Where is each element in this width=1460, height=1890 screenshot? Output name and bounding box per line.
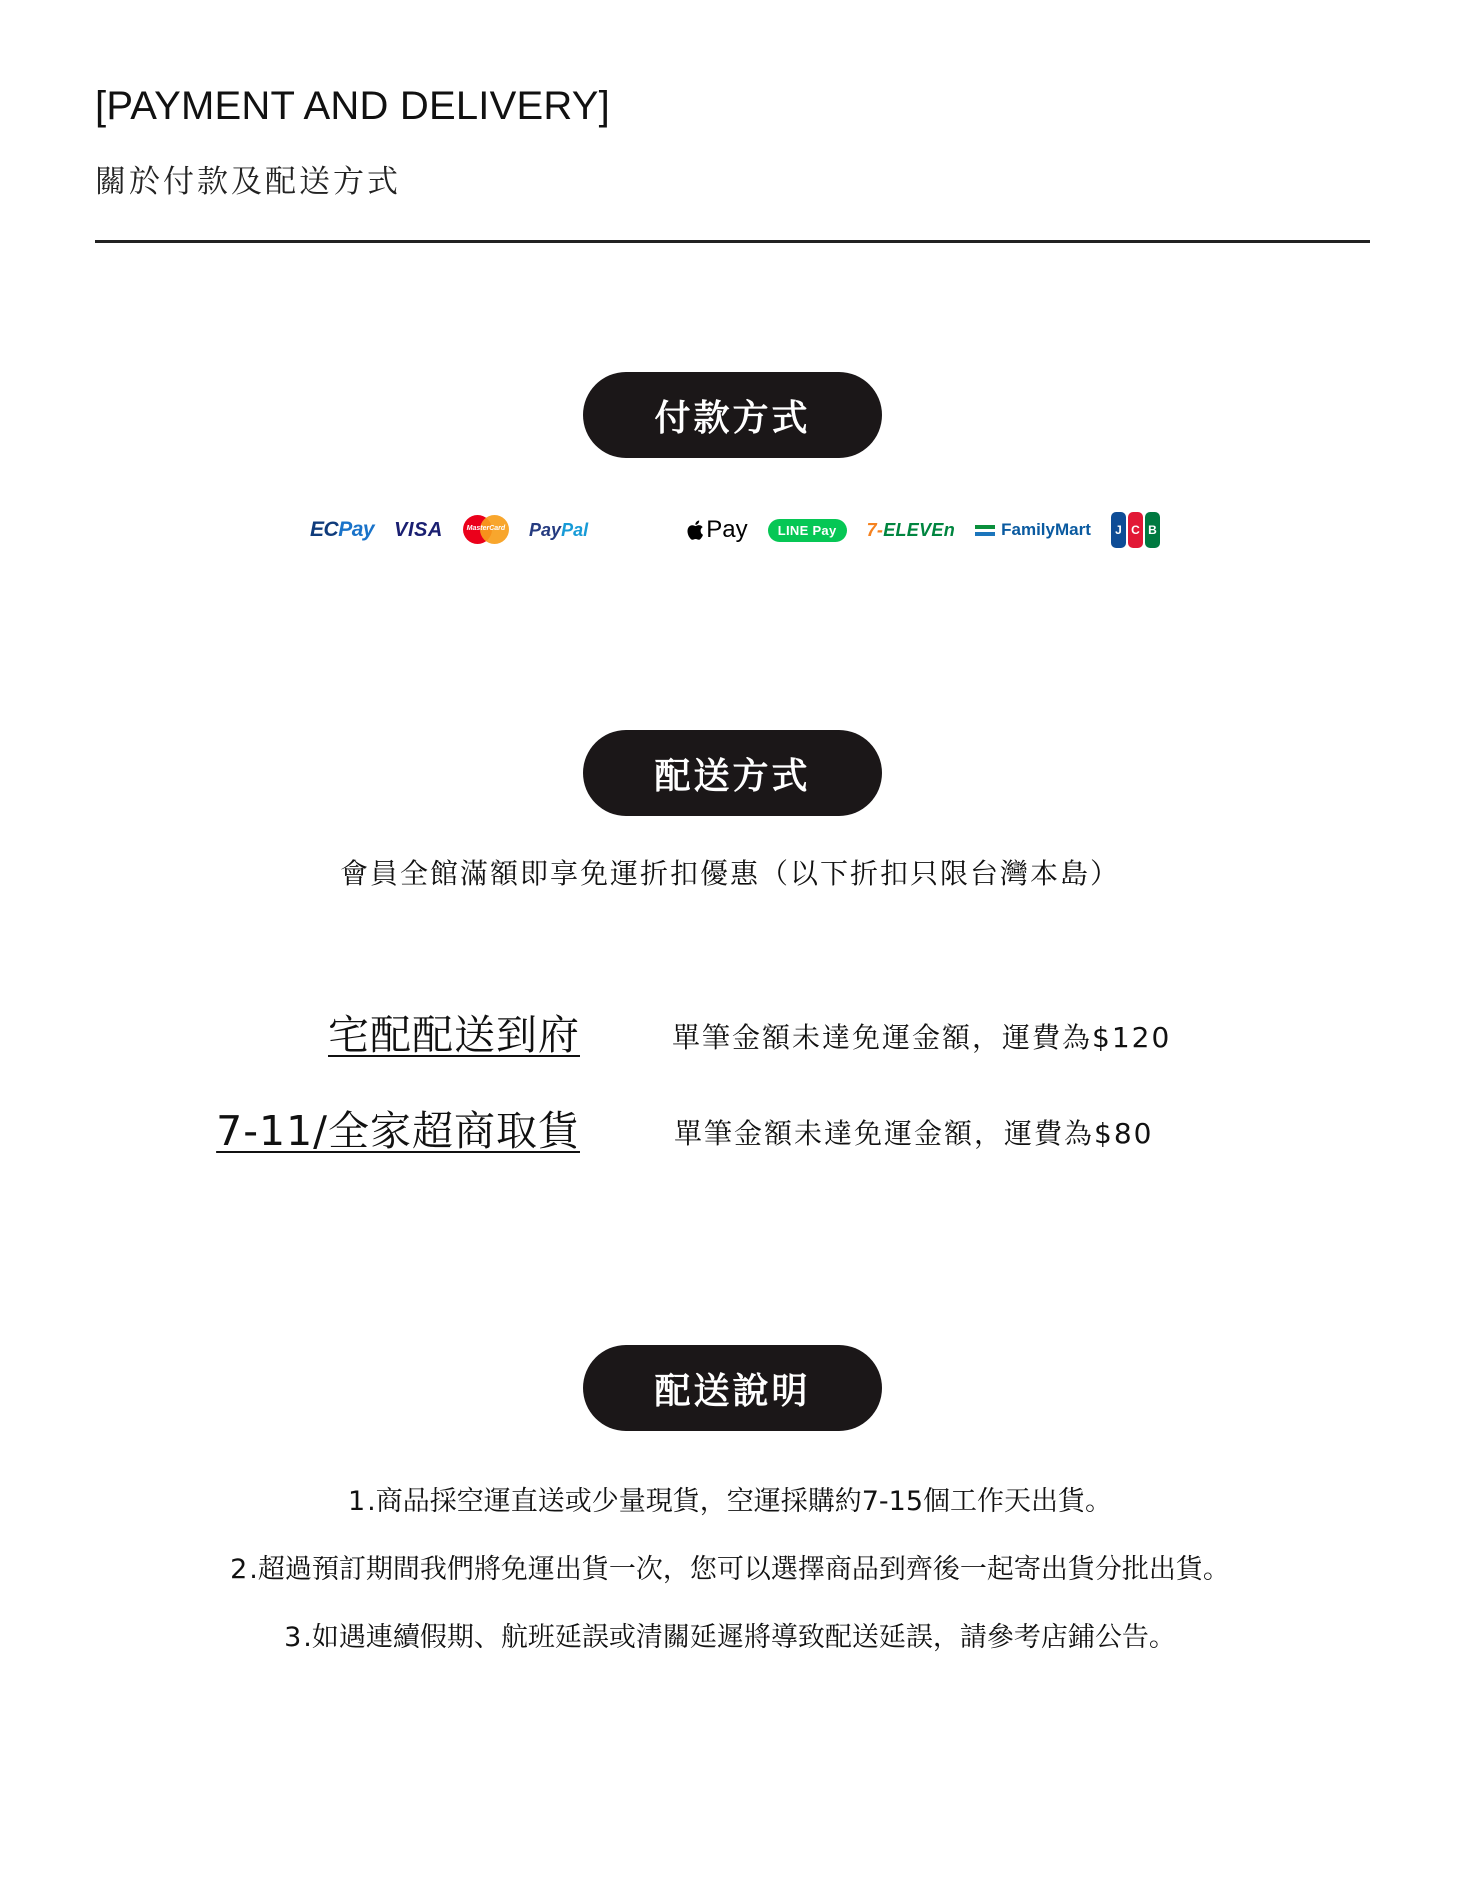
- visa-logo-icon: [394, 519, 443, 542]
- page-title: [PAYMENT AND DELIVERY]: [95, 84, 610, 128]
- shipping-method-store-pickup: 7-11/全家超商取貨: [216, 1107, 580, 1155]
- line-pay-logo-icon: [768, 519, 847, 542]
- mastercard-logo-text: MasterCard: [466, 525, 506, 532]
- jcb-logo-icon: [1111, 512, 1160, 548]
- paypal-logo-icon: [529, 520, 588, 541]
- delivery-note-number: 1: [347, 1486, 366, 1517]
- familymart-logo-text: FamilyMart: [1001, 520, 1091, 539]
- familymart-logo-icon: [975, 520, 1091, 540]
- unionpay-logo-text: UnionPay: [616, 518, 660, 528]
- shipping-fee-store-pickup: 單筆金額未達免運金額，運費為$80: [674, 1117, 1154, 1150]
- jcb-logo-letter-j: J: [1111, 512, 1126, 548]
- delivery-section-label: 配送方式: [654, 755, 811, 797]
- payment-section-label: 付款方式: [654, 397, 811, 439]
- delivery-note-text: .超過預訂期間我們將免運出貨一次，您可以選擇商品到齊後一起寄出貨分批出貨。: [249, 1554, 1230, 1585]
- delivery-note-text: .商品採空運直送或少量現貨，空運採購約7-15個工作天出貨。: [367, 1486, 1113, 1517]
- delivery-notes-section-heading: [583, 1345, 882, 1431]
- apple-pay-logo-icon: [686, 516, 747, 544]
- shipping-option-home-delivery: [0, 1002, 1460, 1062]
- delivery-note-item: [0, 1550, 1460, 1618]
- shipping-fee-home-delivery: 單筆金額未達免運金額，運費為$120: [672, 1021, 1172, 1054]
- apple-pay-logo-text: Pay: [706, 516, 748, 543]
- header-divider: [95, 240, 1370, 243]
- delivery-notes-list: [0, 1482, 1460, 1686]
- delivery-note-item: [0, 1618, 1460, 1686]
- apple-icon: [686, 519, 704, 541]
- paypal-logo-text: Pay: [529, 519, 562, 540]
- paypal-logo-text-accent: Pal: [561, 519, 589, 540]
- payment-logos-row: [310, 505, 1160, 555]
- ecpay-logo-text-accent: Pay: [338, 518, 375, 541]
- seven-eleven-logo-text: 7-: [866, 519, 884, 540]
- delivery-section-heading: [583, 730, 882, 816]
- visa-logo-text: VISA: [394, 518, 443, 541]
- seven-eleven-logo-icon: [867, 520, 955, 541]
- mastercard-logo-icon: [463, 515, 509, 545]
- unionpay-logo-text-cn: 银联: [626, 530, 647, 540]
- delivery-intro-text: 會員全館滿額即享免運折扣優惠（以下折扣只限台灣本島）: [339, 857, 1120, 890]
- delivery-note-item: [0, 1482, 1460, 1550]
- payment-section-heading: [583, 372, 882, 458]
- line-pay-logo-text: LINE Pay: [777, 522, 837, 538]
- delivery-note-text: .如遇連續假期、航班延誤或清關延遲將導致配送延誤，請參考店鋪公告。: [303, 1622, 1176, 1653]
- delivery-note-number: 3: [284, 1622, 302, 1653]
- unionpay-logo-icon: [606, 511, 669, 549]
- delivery-note-number: 2: [230, 1554, 248, 1585]
- ecpay-logo-icon: [310, 518, 374, 542]
- seven-eleven-logo-text-accent: ELEVEn: [883, 519, 956, 540]
- delivery-notes-section-label: 配送說明: [654, 1370, 811, 1412]
- jcb-logo-letter-c: C: [1128, 512, 1143, 548]
- ecpay-logo-text: EC: [310, 518, 339, 541]
- shipping-option-store-pickup: [0, 1098, 1460, 1158]
- jcb-logo-letter-b: B: [1145, 512, 1160, 548]
- page-subtitle: 關於付款及配送方式: [95, 164, 401, 200]
- shipping-method-home-delivery: 宅配配送到府: [328, 1011, 580, 1059]
